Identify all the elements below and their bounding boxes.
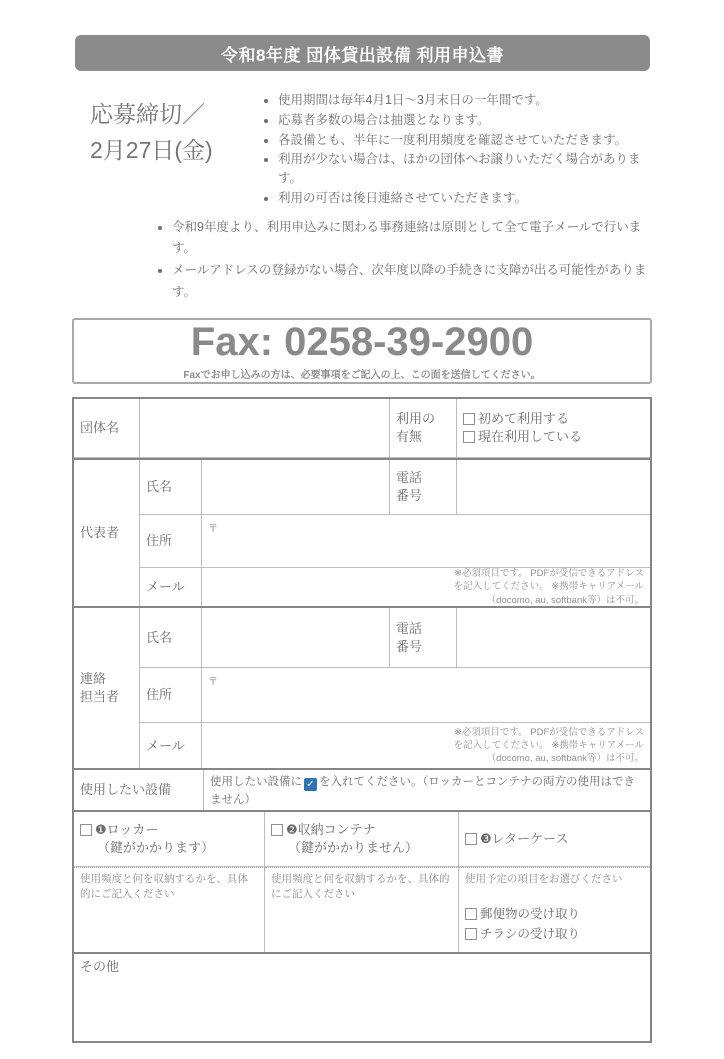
- postal-mark: 〒: [208, 524, 218, 535]
- rep-address-input[interactable]: [202, 515, 650, 568]
- container-detail-input[interactable]: 使用頻度と何を収納するかを、具体的にご記入ください: [265, 867, 459, 952]
- contact-person-section: [74, 606, 650, 768]
- page-title: 令和8年度 団体貸出設備 利用申込書: [221, 45, 504, 65]
- checkbox-container[interactable]: [271, 824, 283, 836]
- usage-status-options-cell: 初めて利用する 現在利用している: [457, 399, 650, 458]
- group-name-row: [74, 399, 650, 458]
- primary-notes-list: [258, 89, 654, 209]
- rep-phone-label-cell: 電話 番号: [390, 460, 457, 515]
- contact-address-label-cell: 住所: [140, 668, 202, 723]
- checkbox-mail-receipt[interactable]: [465, 908, 477, 920]
- note-item: • 使用期間は毎年4月1日～3月末日の一年間です。: [278, 91, 654, 110]
- group-name-input[interactable]: [140, 399, 390, 458]
- rep-address-label-cell: 住所: [140, 515, 202, 568]
- contact-label-cell: 連絡 担当者: [74, 608, 140, 768]
- fax-number: Fax: 0258-39-2900: [190, 320, 534, 364]
- rep-name-label-cell: 氏名: [140, 460, 202, 515]
- contact-name-input[interactable]: [202, 608, 390, 668]
- rep-phone-input[interactable]: [457, 460, 650, 515]
- contact-name-label-cell: 氏名: [140, 608, 202, 668]
- rep-email-input[interactable]: ※必須項目です。 PDFが受信できるアドレス を記入してください。 ※携帯キャリアメール （docomo, au, softbank等）は不可。: [453, 568, 644, 606]
- note-item: • 利用の可否は後日連絡させていただきます。: [278, 189, 654, 208]
- postal-mark: 〒: [208, 677, 218, 688]
- application-deadline: [90, 89, 258, 209]
- other-section: [74, 952, 650, 1041]
- note-item: • 応募者多数の場合は抽選となります。: [278, 111, 654, 130]
- deadline-label: 応募締切／: [90, 101, 205, 127]
- lettercase-detail-area[interactable]: 使用予定の項目をお選びください 郵便物の受け取り チラシの受け取り: [459, 867, 650, 952]
- locker-option-cell: ❶ロッカー （鍵がかかります）: [74, 812, 265, 867]
- intro-section: [90, 89, 654, 209]
- other-input[interactable]: [74, 954, 650, 1041]
- locker-detail-input[interactable]: 使用頻度と何を収納するかを、具体的にご記入ください: [74, 867, 265, 952]
- contact-email-label-cell: メール: [140, 723, 202, 768]
- equipment-options-section: [74, 810, 650, 952]
- usage-status-label-cell: 利用の 有無: [390, 399, 457, 458]
- equipment-header-row: [74, 768, 650, 810]
- note-item: • 各設備とも、半年に一度利用頻度を確認させていただきます。: [278, 131, 654, 150]
- checkbox-flyer-receipt[interactable]: [465, 928, 477, 940]
- rep-email-label-cell: メール: [140, 568, 202, 606]
- deadline-date: 2月27日(金): [90, 136, 213, 163]
- note-item: • 利用が少ない場合は、ほかの団体へお譲りいただく場合があります。: [278, 150, 654, 188]
- application-form-table: [72, 397, 652, 1043]
- contact-address-input[interactable]: [202, 668, 650, 723]
- container-option-cell: ❷収納コンテナ （鍵がかかりません）: [265, 812, 459, 867]
- checkbox-currently-using[interactable]: [463, 431, 475, 443]
- contact-phone-label-cell: 電話 番号: [390, 608, 457, 668]
- form-title-bar: [75, 35, 650, 71]
- other-label: その他: [80, 959, 120, 974]
- checkbox-lettercase[interactable]: [465, 833, 477, 845]
- contact-email-input[interactable]: ※必須項目です。 PDFが受信できるアドレス を記入してください。 ※携帯キャリアメール （docomo, au, softbank等）は不可。: [453, 726, 644, 765]
- representative-label-cell: 代表者: [74, 460, 140, 606]
- representative-section: [74, 458, 650, 606]
- secondary-notes-list: [158, 217, 654, 305]
- checkbox-first-time[interactable]: [463, 413, 475, 425]
- rep-name-input[interactable]: [202, 460, 390, 515]
- equipment-instruction-cell: 使用したい設備に ✓ を入れてください。（ロッカーとコンテナの両方の使用はできません）: [210, 776, 636, 806]
- checkbox-locker[interactable]: [80, 824, 92, 836]
- contact-phone-input[interactable]: [457, 608, 650, 668]
- equipment-label-cell: 使用したい設備: [74, 770, 204, 810]
- checked-checkbox-icon: ✓: [304, 778, 317, 791]
- group-name-label: 団体名: [80, 420, 120, 436]
- fax-box: [72, 318, 652, 384]
- note-item: • 令和9年度より、利用申込みに関わる事務連絡は原則として全て電子メールで行います。: [172, 217, 654, 261]
- note-item: • メールアドレスの登録がない場合、次年度以降の手続きに支障が出る可能性があります。: [172, 260, 654, 304]
- group-name-label-cell: [74, 399, 140, 458]
- fax-instruction: Faxでお申し込みの方は、必要事項をご記入の上、この面を送信してください。: [183, 370, 541, 381]
- lettercase-option-cell: ❸レターケース: [459, 812, 650, 867]
